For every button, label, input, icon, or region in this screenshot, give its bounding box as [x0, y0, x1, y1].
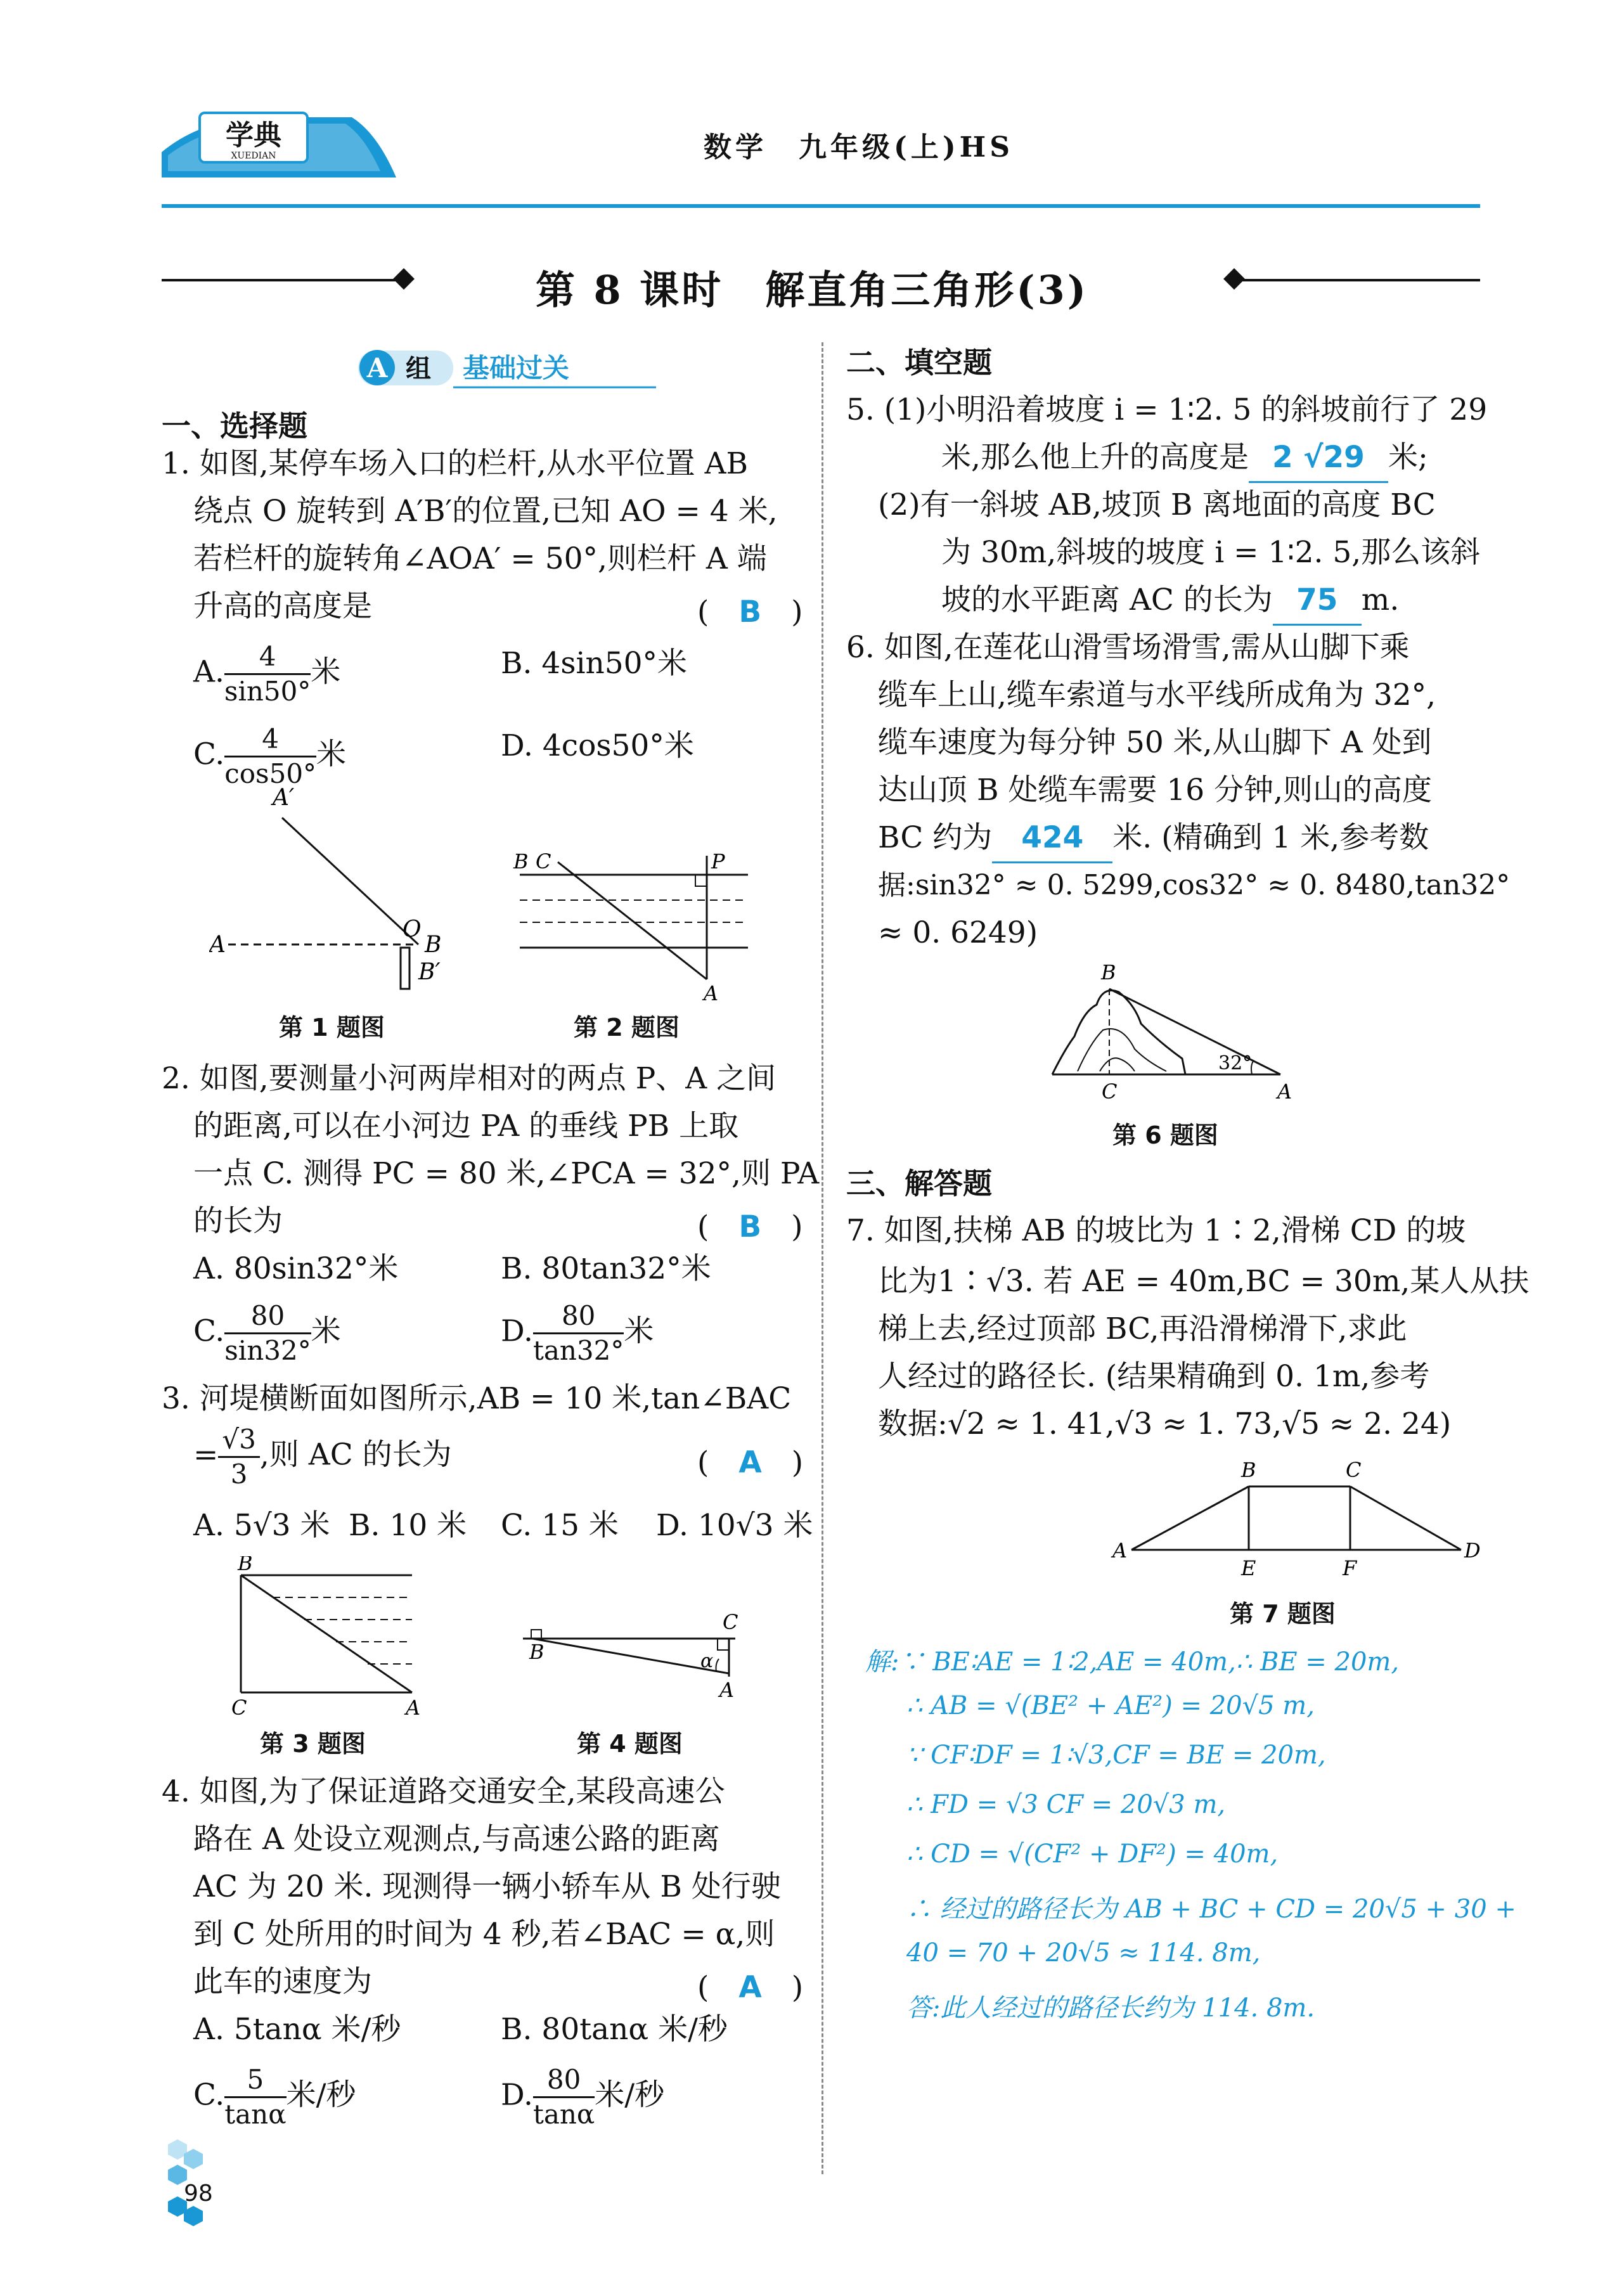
q1-option-d[interactable]: D. 4cos50°米 — [501, 728, 694, 763]
q3-option-b[interactable]: B. 10 米 — [349, 1508, 467, 1543]
svg-text:B: B — [1101, 960, 1116, 984]
badge-label: 基础过关 — [463, 352, 570, 383]
figure-4-caption: 第 4 题图 — [577, 1730, 683, 1758]
q4-option-d[interactable]: D. $\frac{80}{\tan\alpha}$ 米/秒 — [501, 2064, 665, 2130]
logo-cn-text: 学典 — [226, 119, 281, 151]
svg-text:F: F — [1343, 1556, 1357, 1580]
section-fill-heading: 二、填空题 — [846, 345, 992, 380]
svg-text:C: C — [723, 1613, 738, 1634]
logo-en-text: XUEDIAN — [231, 151, 276, 161]
q2-answer-bracket: ( B ) — [697, 1209, 803, 1244]
figure-6 — [1040, 954, 1293, 1106]
xuedian-logo — [162, 108, 396, 177]
q2-option-d[interactable]: D. $\frac{80}{\tan 32^\circ}$ 米 — [501, 1300, 654, 1366]
svg-text:B: B — [238, 1556, 253, 1575]
section-choice-heading: 一、选择题 — [162, 409, 307, 443]
figure-4 — [513, 1613, 748, 1721]
svg-text:C: C — [536, 849, 551, 873]
svg-text:B: B — [513, 849, 529, 873]
q2-option-c[interactable]: C. $\frac{80}{\sin 32^\circ}$ 米 — [193, 1300, 341, 1366]
figure-7-caption: 第 7 题图 — [1230, 1600, 1336, 1628]
q5-answer-2: 75 — [1273, 577, 1362, 626]
q3-option-d[interactable]: D. 10√3 米 — [656, 1508, 813, 1543]
svg-text:E: E — [1241, 1556, 1256, 1580]
page-title: 第 8 课时 解直角三角形(3) — [535, 267, 1089, 313]
q2-option-a[interactable]: A. 80sin32°米 — [193, 1251, 399, 1286]
q4-option-a[interactable]: A. 5tanα 米/秒 — [193, 2012, 401, 2047]
svg-text:B: B — [425, 932, 442, 958]
figure-7 — [1106, 1448, 1486, 1588]
figure-1-caption: 第 1 题图 — [279, 1014, 385, 1041]
svg-text:α: α — [700, 1650, 714, 1672]
q4-option-c[interactable]: C. $\frac{5}{\tan\alpha}$ 米/秒 — [193, 2064, 356, 2130]
q6-answer: 424 — [992, 815, 1112, 863]
svg-text:B: B — [529, 1640, 545, 1664]
q3-option-c[interactable]: C. 15 米 — [501, 1508, 619, 1543]
svg-text:B: B — [1241, 1458, 1256, 1482]
figure-6-caption: 第 6 题图 — [1112, 1121, 1218, 1149]
q1-answer: B — [738, 595, 762, 629]
figure-2-caption: 第 2 题图 — [574, 1014, 680, 1041]
svg-text:A′: A′ — [273, 786, 295, 811]
q4-answer: A — [738, 1970, 762, 2005]
svg-text:A: A — [1277, 1079, 1292, 1104]
q3-answer-bracket: ( A ) — [697, 1445, 804, 1480]
q4-option-b[interactable]: B. 80tanα 米/秒 — [501, 2012, 728, 2047]
q5-answer-1: 2 √29 — [1249, 434, 1388, 483]
svg-text:P: P — [711, 849, 725, 873]
q3-answer: A — [738, 1445, 762, 1480]
q1-option-a[interactable]: A. $\frac{4}{\sin 50^\circ}$ 米 — [193, 641, 341, 707]
svg-text:C: C — [1346, 1458, 1362, 1482]
section-answer-heading: 三、解答题 — [846, 1166, 992, 1201]
svg-text:A: A — [1112, 1538, 1128, 1563]
header-rule — [162, 204, 1480, 208]
svg-text:D: D — [1464, 1538, 1481, 1563]
svg-text:A: A — [406, 1696, 421, 1720]
figure-3-caption: 第 3 题图 — [260, 1730, 366, 1758]
group-badge — [358, 345, 656, 390]
svg-text:32°: 32° — [1218, 1052, 1253, 1074]
svg-text:A: A — [209, 932, 226, 958]
page-number: 98 — [184, 2181, 213, 2207]
column-divider — [822, 342, 823, 2174]
svg-text:C: C — [1102, 1079, 1118, 1104]
figure-1 — [209, 786, 488, 995]
q4-answer-bracket: ( A ) — [697, 1970, 804, 2005]
q3-option-a[interactable]: A. 5√3 米 — [193, 1508, 330, 1543]
svg-text:B′: B′ — [418, 959, 441, 985]
q2-answer: B — [738, 1209, 762, 1244]
title-rule-right — [1236, 279, 1480, 281]
svg-text:A: A — [719, 1678, 735, 1702]
figure-3 — [209, 1556, 437, 1721]
q1-answer-bracket: ( B ) — [697, 595, 803, 629]
svg-text:C: C — [231, 1696, 247, 1720]
svg-text:A: A — [704, 981, 719, 1005]
badge-letter: A — [366, 352, 388, 383]
q2-option-b[interactable]: B. 80tan32°米 — [501, 1251, 711, 1286]
badge-zu: 组 — [406, 354, 431, 383]
header-subject: 数学 九年级(上)HS — [704, 131, 1014, 164]
figure-2 — [507, 843, 773, 1008]
q1-option-b[interactable]: B. 4sin50°米 — [501, 646, 688, 681]
svg-text:O: O — [403, 917, 422, 943]
q1-option-c[interactable]: C. $\frac{4}{\cos 50^\circ}$ 米 — [193, 723, 347, 789]
